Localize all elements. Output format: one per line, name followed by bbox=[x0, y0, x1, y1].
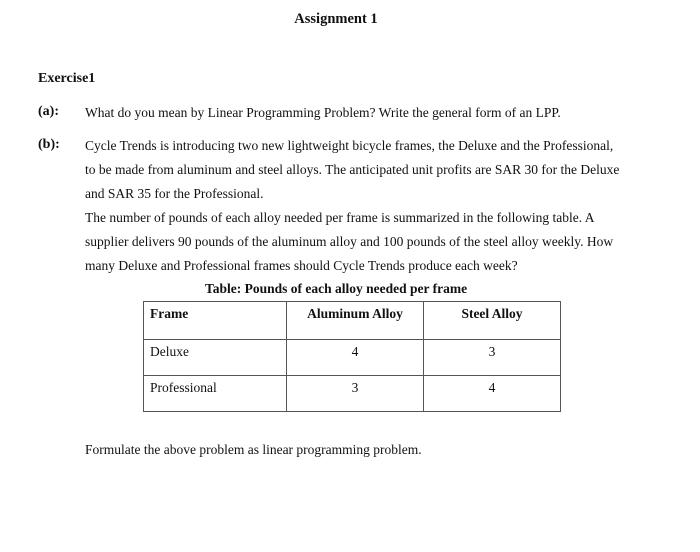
cell-aluminum: 3 bbox=[287, 376, 424, 412]
cell-aluminum: 4 bbox=[287, 340, 424, 376]
closing-instruction: Formulate the above problem as linear programming problem. bbox=[85, 442, 422, 457]
table-header-row bbox=[144, 302, 561, 340]
page-title: Assignment 1 bbox=[294, 11, 378, 27]
part-b-line: many Deluxe and Professional frames should Cycle Trends produce each week? bbox=[85, 258, 518, 273]
table-row bbox=[144, 376, 561, 412]
alloy-table bbox=[143, 301, 561, 412]
header-frame: Frame bbox=[144, 302, 287, 340]
part-b-line: supplier delivers 90 pounds of the aluminum alloy and 100 pounds of the steel alloy weekly. How bbox=[85, 234, 614, 249]
header-aluminum: Aluminum Alloy bbox=[287, 302, 424, 340]
cell-steel: 3 bbox=[424, 340, 561, 376]
table-row bbox=[144, 340, 561, 376]
cell-frame: Professional bbox=[144, 376, 287, 412]
part-b-line: The number of pounds of each alloy needed per frame is summarized in the following table. A bbox=[85, 210, 595, 225]
part-b-line: and SAR 35 for the Professional. bbox=[85, 186, 264, 201]
cell-steel: 4 bbox=[424, 376, 561, 412]
cell-frame: Deluxe bbox=[144, 340, 287, 376]
table-caption: Table: Pounds of each alloy needed per frame bbox=[204, 281, 468, 296]
part-a-label: (a): bbox=[38, 104, 59, 119]
part-b-label: (b): bbox=[38, 137, 60, 152]
exercise-heading: Exercise1 bbox=[38, 71, 96, 86]
part-b-line: to be made from aluminum and steel alloys. The anticipated unit profits are SAR 30 for the Deluxe bbox=[85, 162, 620, 177]
part-a-text: What do you mean by Linear Programming Problem? Write the general form of an LPP. bbox=[85, 105, 561, 120]
part-b-line: Cycle Trends is introducing two new lightweight bicycle frames, the Deluxe and the Professional, bbox=[85, 138, 614, 153]
header-steel: Steel Alloy bbox=[424, 302, 561, 340]
